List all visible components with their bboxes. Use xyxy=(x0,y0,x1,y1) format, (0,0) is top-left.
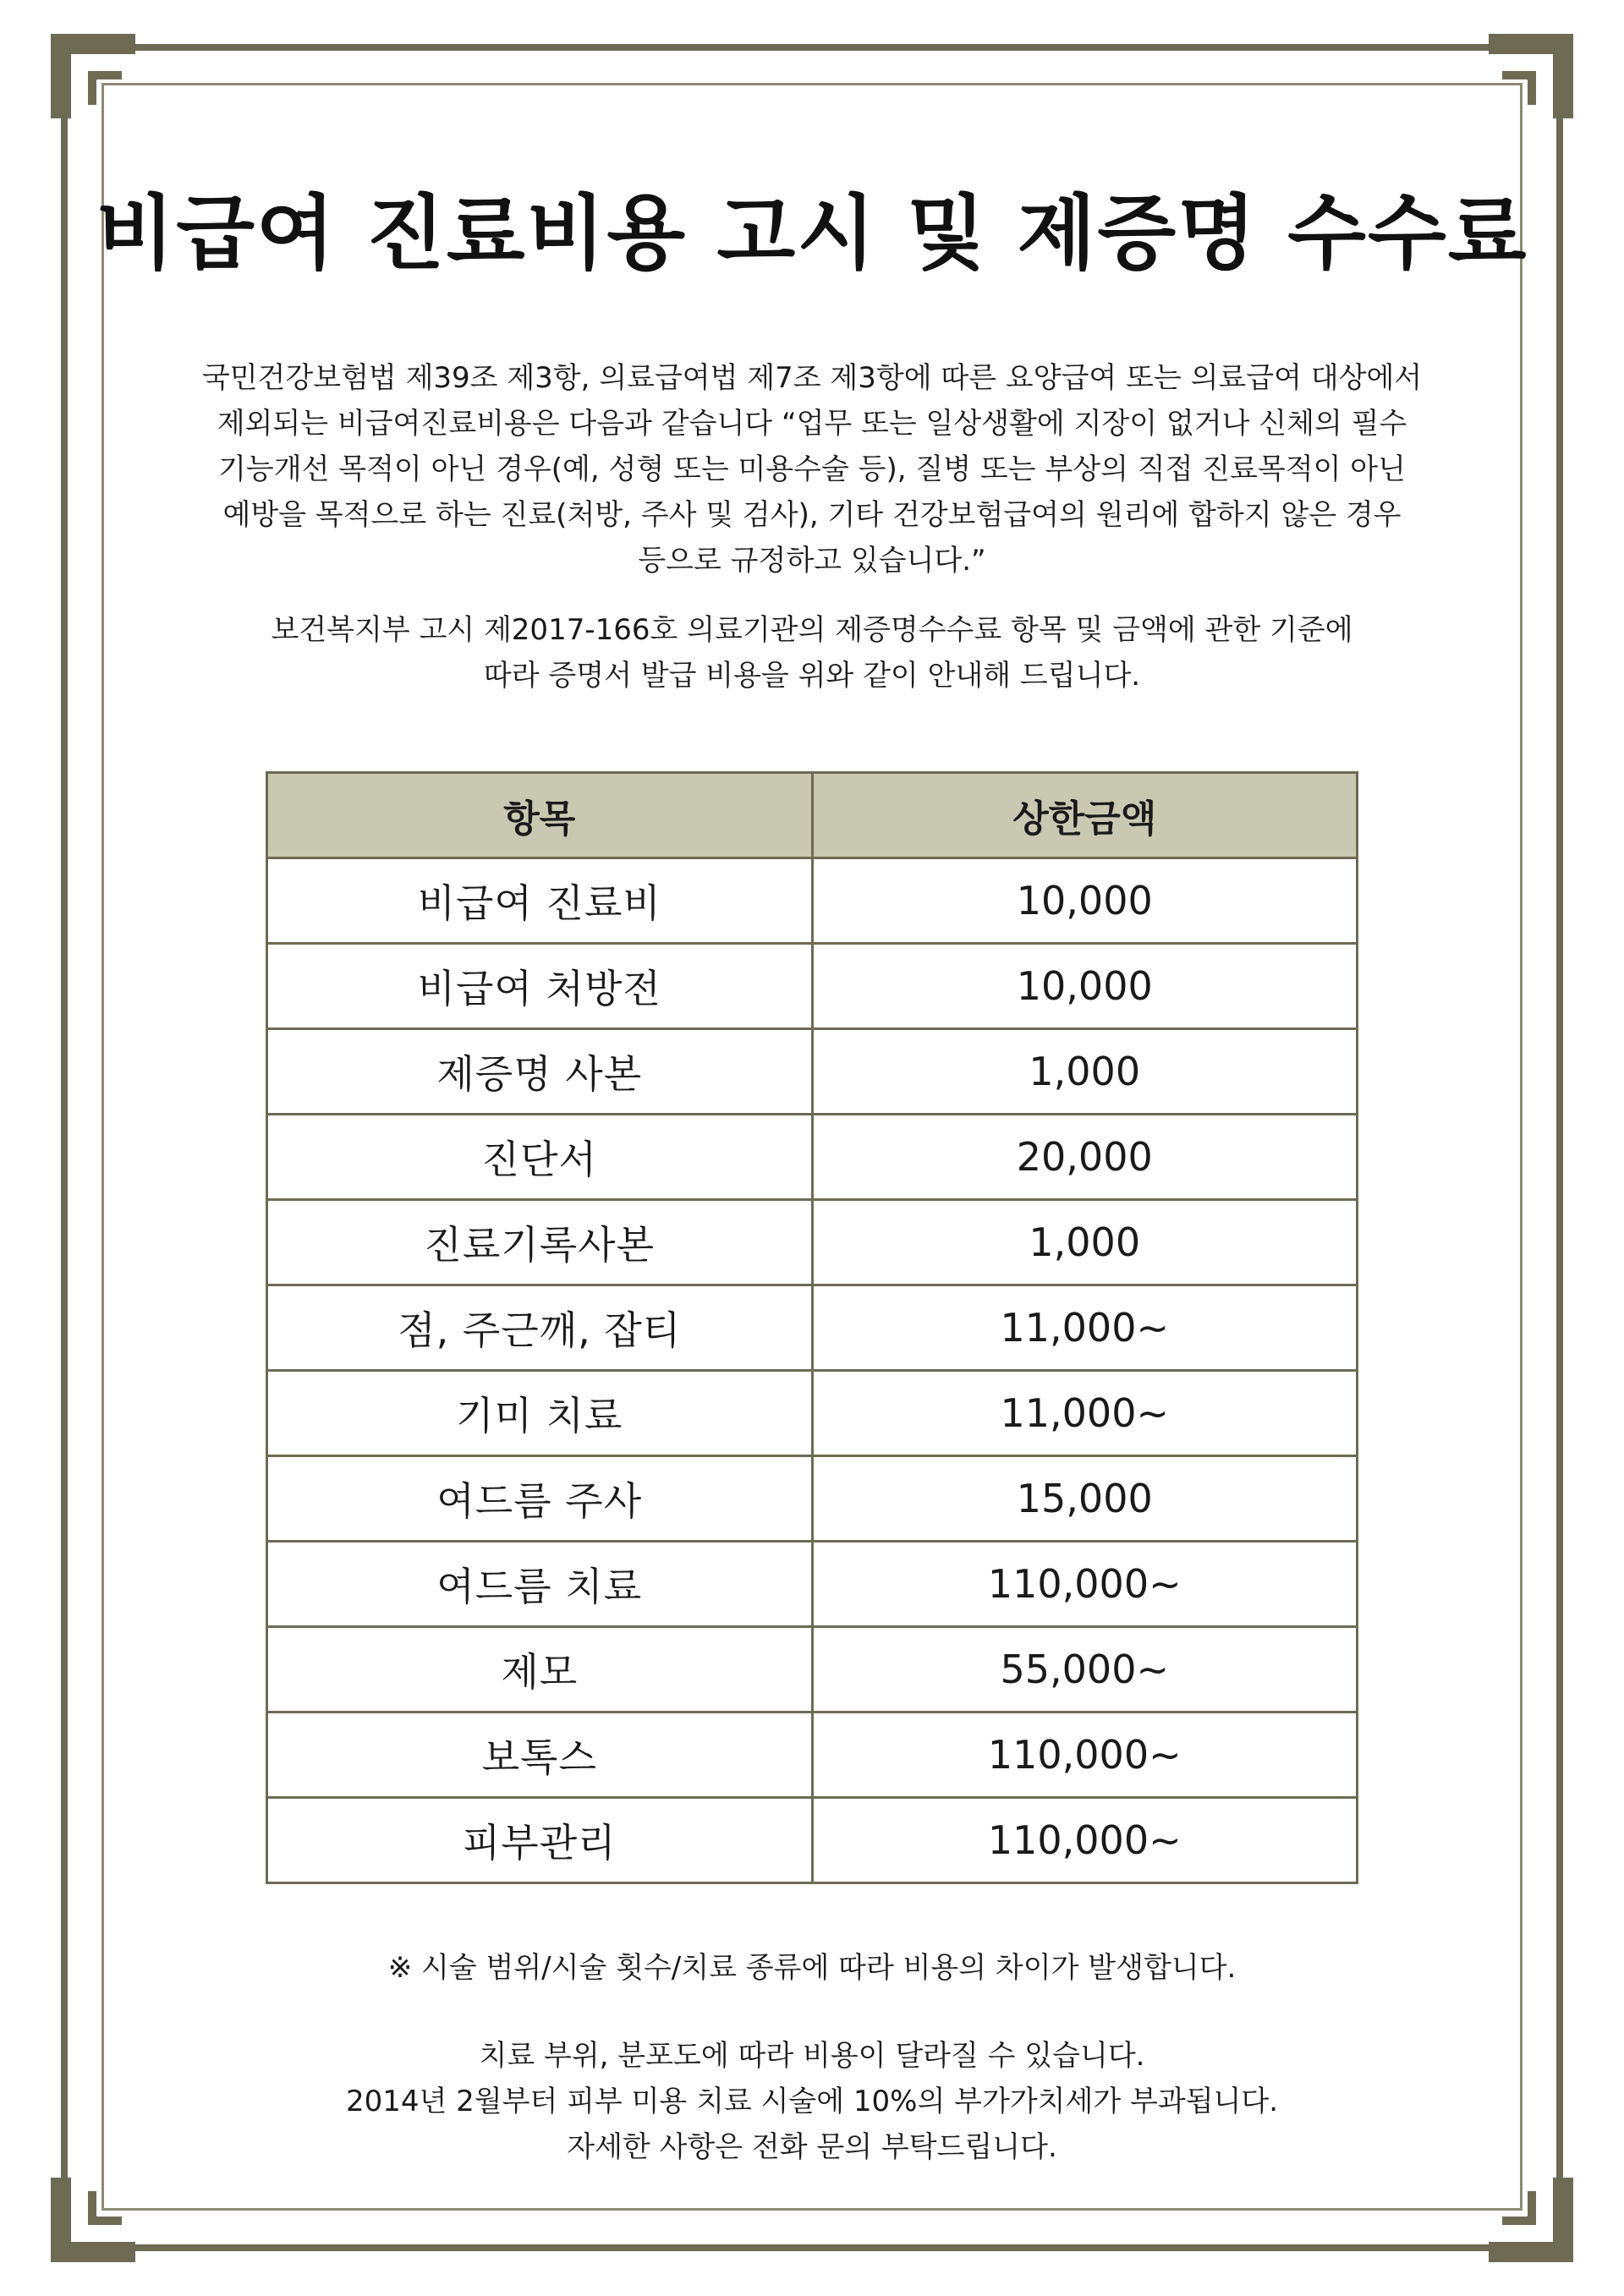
row-amount: 1,000 xyxy=(812,1029,1358,1115)
table-header-row xyxy=(267,773,1358,858)
row-amount: 10,000 xyxy=(812,858,1358,944)
row-amount: 10,000 xyxy=(812,944,1358,1029)
row-amount: 55,000~ xyxy=(812,1627,1358,1712)
row-amount: 1,000 xyxy=(812,1200,1358,1285)
note-line: 자세한 사항은 전화 문의 부탁드립니다. xyxy=(567,2130,1057,2164)
row-amount: 20,000 xyxy=(812,1115,1358,1200)
table-row xyxy=(267,1627,1358,1712)
inner-corner-top-left xyxy=(88,71,122,105)
row-item: 기미 치료 xyxy=(267,1371,813,1456)
intro-paragraph-2 xyxy=(169,607,1455,699)
intro-line: 제외되는 비급여진료비용은 다음과 같습니다 “업무 또는 일상생활에 지장이 없거나 신체의 필수 xyxy=(217,407,1407,441)
row-item: 비급여 진료비 xyxy=(267,858,813,944)
table-row xyxy=(267,1200,1358,1285)
table-row xyxy=(267,1456,1358,1542)
row-amount: 15,000 xyxy=(812,1456,1358,1542)
caution-note: ※ 시술 범위/시술 횟수/치료 종류에 따라 비용의 차이가 발생합니다. xyxy=(387,1951,1237,1985)
table-row xyxy=(267,1285,1358,1371)
note-line: 치료 부위, 분포도에 따라 비용이 달라질 수 있습니다. xyxy=(479,2039,1145,2073)
page-title: 비급여 진료비용 고시 및 제증명 수수료 xyxy=(96,186,1528,281)
row-item: 진료기록사본 xyxy=(267,1200,813,1285)
table-row xyxy=(267,1371,1358,1456)
intro-line: 보건복지부 고시 제2017-166호 의료기관의 제증명수수료 항목 및 금액에 관한 기준에 xyxy=(271,613,1353,647)
row-item: 제모 xyxy=(267,1627,813,1712)
intro-line: 국민건강보험법 제39조 제3항, 의료급여법 제7조 제3항에 따른 요양급여 또는 의료급여 대상에서 xyxy=(201,361,1423,395)
note-line: 2014년 2월부터 피부 미용 치료 시술에 10%의 부가가치세가 부과됩니다. xyxy=(345,2085,1279,2118)
table-row xyxy=(267,1542,1358,1627)
header-amount: 상한금액 xyxy=(812,773,1358,858)
row-item: 여드름 치료 xyxy=(267,1542,813,1627)
inner-corner-top-right xyxy=(1502,71,1536,105)
row-item: 진단서 xyxy=(267,1115,813,1200)
inner-corner-bottom-right xyxy=(1502,2191,1536,2225)
row-amount: 110,000~ xyxy=(812,1542,1358,1627)
row-item: 제증명 사본 xyxy=(267,1029,813,1115)
intro-line: 기능개선 목적이 아닌 경우(예, 성형 또는 미용수술 등), 질병 또는 부상의 직접 진료목적이 아닌 xyxy=(218,452,1406,486)
row-item: 피부관리 xyxy=(267,1798,813,1883)
footer-notes xyxy=(169,1945,1455,2170)
table-row xyxy=(267,1029,1358,1115)
row-amount: 11,000~ xyxy=(812,1371,1358,1456)
table-row xyxy=(267,1712,1358,1798)
intro-paragraph-1 xyxy=(169,355,1455,584)
row-item: 비급여 처방전 xyxy=(267,944,813,1029)
row-item: 점, 주근깨, 잡티 xyxy=(267,1285,813,1371)
row-amount: 110,000~ xyxy=(812,1712,1358,1798)
inner-corner-bottom-left xyxy=(88,2191,122,2225)
table-row xyxy=(267,944,1358,1029)
intro-text xyxy=(169,355,1455,699)
intro-line: 등으로 규정하고 있습니다.” xyxy=(638,544,986,578)
row-amount: 11,000~ xyxy=(812,1285,1358,1371)
row-amount: 110,000~ xyxy=(812,1798,1358,1883)
row-item: 보톡스 xyxy=(267,1712,813,1798)
notes-paragraph xyxy=(169,2033,1455,2170)
table-row xyxy=(267,1798,1358,1883)
fee-table xyxy=(266,771,1358,1884)
row-item: 여드름 주사 xyxy=(267,1456,813,1542)
intro-line: 예방을 목적으로 하는 진료(처방, 주사 및 검사), 기타 건강보험급여의 원리에 합하지 않은 경우 xyxy=(222,498,1402,532)
intro-line: 따라 증명서 발급 비용을 위와 같이 안내해 드립니다. xyxy=(483,659,1141,693)
table-row xyxy=(267,858,1358,944)
table-row xyxy=(267,1115,1358,1200)
header-item: 항목 xyxy=(267,773,813,858)
